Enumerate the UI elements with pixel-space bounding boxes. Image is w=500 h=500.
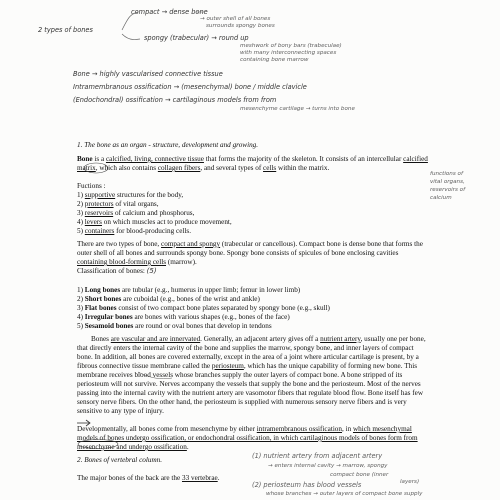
types-c: (marrow). xyxy=(167,258,197,266)
intro-rest4: within the matrix. xyxy=(278,164,330,172)
note-endochondral-tail: mesenchyme cartilage → turns into bone xyxy=(240,106,355,112)
function-item: 2) protectors of vital organs, xyxy=(77,200,159,208)
note-layers: layers) xyxy=(400,479,420,485)
para-c: , usually one per bone, that directly enters the internal cavity of the bone and supplies the marrow, spongy bone, and inner layers of compact bone. In addition, all bones are covered externally, except in the area of a joint where articular cartilage is present, by a fibrous connective tissue membrane called the xyxy=(77,335,426,370)
margin-note-3: reservoirs of xyxy=(430,187,466,193)
class-item: 3) Flat bones consist of two compact bone plates separated by spongy bone (e.g., skull) xyxy=(77,304,330,312)
para-nutrient-artery: nutrient artery xyxy=(320,335,361,343)
note-enters: → enters internal cavity → marrow, spongy xyxy=(268,463,388,469)
para-periosteum: periosteum xyxy=(211,362,244,370)
note-surrounds: surrounds spongy bones xyxy=(206,23,275,29)
dev-intramembranous: intramembranous ossification xyxy=(256,425,342,433)
s2-text-b: . xyxy=(217,474,220,482)
margin-note-2: vital organs, xyxy=(430,179,465,185)
intro-lead: Bone xyxy=(77,155,93,163)
classification-count: (5) xyxy=(146,267,157,275)
types-blood-forming: containing blood-forming cells xyxy=(77,258,167,266)
s2-text-a: The major bones of the back are the xyxy=(77,474,181,482)
intro-calcified: calcified, living, connective tissue xyxy=(105,155,204,163)
margin-note-1: functions of xyxy=(430,171,463,177)
note-outer-shell: → outer shell of all bones xyxy=(200,16,271,22)
functions-title: Fuctions : xyxy=(77,182,106,190)
note-meshwork: meshwork of bony bars (trabeculae) xyxy=(240,43,342,49)
para-d: , which has the unique capability of forming new bone. This membrane receives blood vessels whose branches supply the outer layers of compact bone. A bone stripped of its periosteum will not survive. Nerves accompany the vessels that supply the bone and the periosteum. Most of the nerves passing into the internal cavity with the nutrient artery are vasomotor fibers that regulate blood flow. Bone itself has few sensory nerve fibers. On the other hand, the periosteum is supplied with numerous sensory nerve fibers and is very sensitive to any type of injury. xyxy=(77,362,424,415)
note-nutrient: (1) nutrient artery from adjacent artery xyxy=(252,452,383,460)
section-1-heading: 1. The bone as an organ - structure, development and growing. xyxy=(77,141,259,149)
note-compact-inner: compact bone (inner xyxy=(330,472,389,478)
note-spongy: spongy (trabecular) → round up xyxy=(144,34,249,42)
class-item: 4) Irregular bones are bones with various shapes (e.g., bones of the face) xyxy=(77,313,290,321)
intro-cells: cells xyxy=(263,164,277,172)
intro-collagen: collagen fibers xyxy=(157,164,201,172)
function-item: 1) supportive structures for the body, xyxy=(77,191,184,199)
section-2-heading: 2. Bones of vertebral column. xyxy=(77,456,163,464)
intro-rest3: , and several types of xyxy=(200,164,262,172)
function-item: 5) containers for blood-producing cells. xyxy=(77,227,191,235)
intro-rest1: that forms the majority of the skeleton. It consists of an intercellular xyxy=(205,155,402,163)
types-compact-spongy: compact and spongy xyxy=(161,240,221,248)
function-item: 3) reservoirs of calcium and phosphorus, xyxy=(77,209,195,217)
note-intramembranous: Intramembranous ossification → (mesenchymal) bone / middle clavicle xyxy=(73,83,307,91)
note-periosteum: (2) periosteum has blood vessels xyxy=(252,481,362,489)
intro-calc-matrix: calcified matrix xyxy=(77,155,428,172)
dev-a: Developmentally, all bones come from mesenchyme by either xyxy=(77,425,255,433)
class-item: 2) Short bones are cuboidal (e.g., bones of the wrist and ankle) xyxy=(77,295,260,303)
para-b: . Generally, an adjacent artery gives off a xyxy=(200,335,319,343)
note-bone-def: Bone → highly vascularised connective tissue xyxy=(73,70,223,78)
types-b: (trabecular or cancellous). Compact bone is dense bone that forms the outer shell of all bones and surrounds spongy bone. Spongy bone consists of spicules of bone enclosing cavities xyxy=(77,240,423,257)
note-two-types: 2 types of bones xyxy=(38,26,93,34)
intro-is: is a xyxy=(94,155,105,163)
para-a: Bones xyxy=(91,335,109,343)
note-compact: compact → dense bone xyxy=(131,8,208,16)
s2-vertebrae: 33 vertebrae xyxy=(181,474,218,482)
types-a: There are two types of bone, xyxy=(77,240,160,248)
para-vascular: are vascular and are innervated xyxy=(110,335,201,343)
note-endochondral: (Endochondral) ossification → cartilaginous models from from xyxy=(73,96,277,104)
note-branches: whose branches → outer layers of compact bone supply xyxy=(266,491,423,497)
dev-b: , in xyxy=(342,425,352,433)
function-item: 4) levers on which muscles act to produce movement, xyxy=(77,218,232,226)
class-item: 1) Long bones are tubular (e.g., humerus in upper limb; femur in lower limb) xyxy=(77,286,301,294)
class-item: 5) Sesamoid bones are round or oval bones that develop in tendons xyxy=(77,322,272,330)
note-interconnecting: with many interconnecting spaces xyxy=(240,50,337,56)
intro-rest2: , which also contains xyxy=(95,164,157,172)
dev-endochondral: which mesenchymal models of bones undergo ossification, or endochondral ossification, in which cartilaginous models of bones form from mesenchyme and undergo ossification xyxy=(77,425,418,451)
dev-c: . xyxy=(186,443,189,451)
classification-title: Classification of bones: xyxy=(77,267,145,275)
note-marrow: containing bone marrow xyxy=(240,57,309,63)
margin-note-4: calcium xyxy=(430,195,452,201)
